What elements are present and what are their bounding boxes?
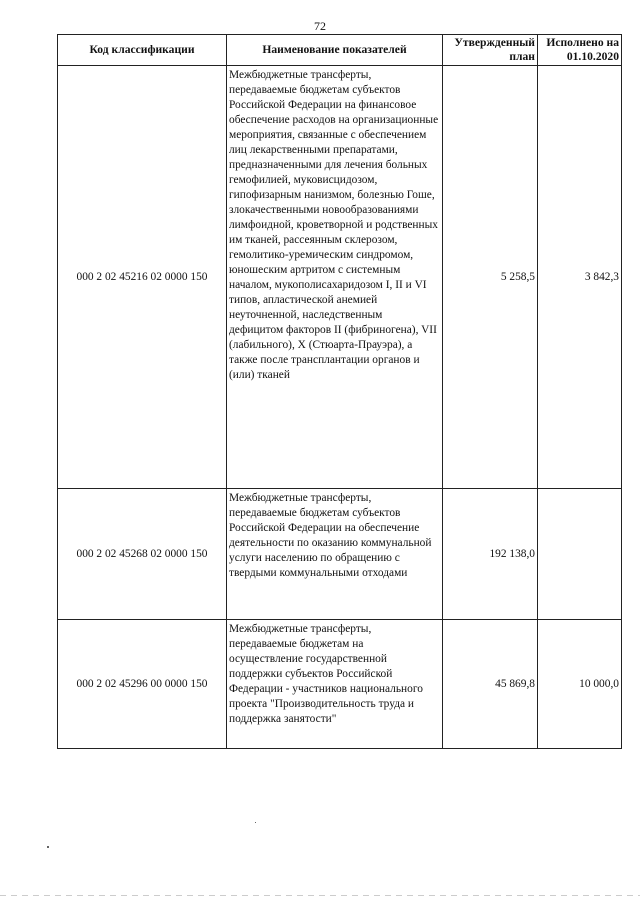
header-name: Наименование показателей [227,35,443,66]
table-row [58,620,622,749]
header-code: Код классификации [58,35,227,66]
row-code: 000 2 02 45268 02 0000 150 [58,489,227,620]
table-row [58,489,622,620]
scan-speck [255,822,256,823]
budget-table [57,34,622,749]
table-header-row [58,35,622,66]
row-plan: 5 258,5 [443,66,538,489]
row-name: Межбюджетные трансферты, передаваемые бюджетам на осуществление государственной поддержки субъектов Российской Федерации - участников национального проекта "Производительность труда и поддержка занятости" [227,620,443,749]
scan-speck [47,846,49,848]
row-plan: 45 869,8 [443,620,538,749]
row-done: 3 842,3 [538,66,622,489]
header-done: Исполнено на 01.10.2020 [538,35,622,66]
row-name: Межбюджетные трансферты, передаваемые бюджетам субъектов Российской Федерации на финансовое обеспечение расходов на организационные мероприятия, связанные с обеспечением лиц лекарственными препаратами, предназначенными для лечения больных гемофилией, муковисцидозом, гипофизарным нанизмом, болезнью Гоше, злокачественными новообразованиями лимфоидной, кроветворной и родственных им тканей, рассеянным склерозом, гемолитико-уремическим синдромом, юношеским артритом с системным началом, мукополисахаридозом I, II и VI типов, апластической анемией неуточненной, наследственным дефицитом факторов II (фибриногена), VII (лабильного), X (Стюарта-Прауэра), а также после трансплантации органов и (или) тканей [227,66,443,489]
row-code: 000 2 02 45296 00 0000 150 [58,620,227,749]
row-done [538,489,622,620]
row-name: Межбюджетные трансферты, передаваемые бюджетам субъектов Российской Федерации на обеспечение деятельности по оказанию коммунальной услуги населению по обращению с твердыми коммунальными отходами [227,489,443,620]
row-done: 10 000,0 [538,620,622,749]
scan-edge-line [0,895,640,896]
table-row [58,66,622,489]
page-number: 72 [314,19,326,33]
header-plan: Утвержденный план [443,35,538,66]
row-code: 000 2 02 45216 02 0000 150 [58,66,227,489]
row-plan: 192 138,0 [443,489,538,620]
